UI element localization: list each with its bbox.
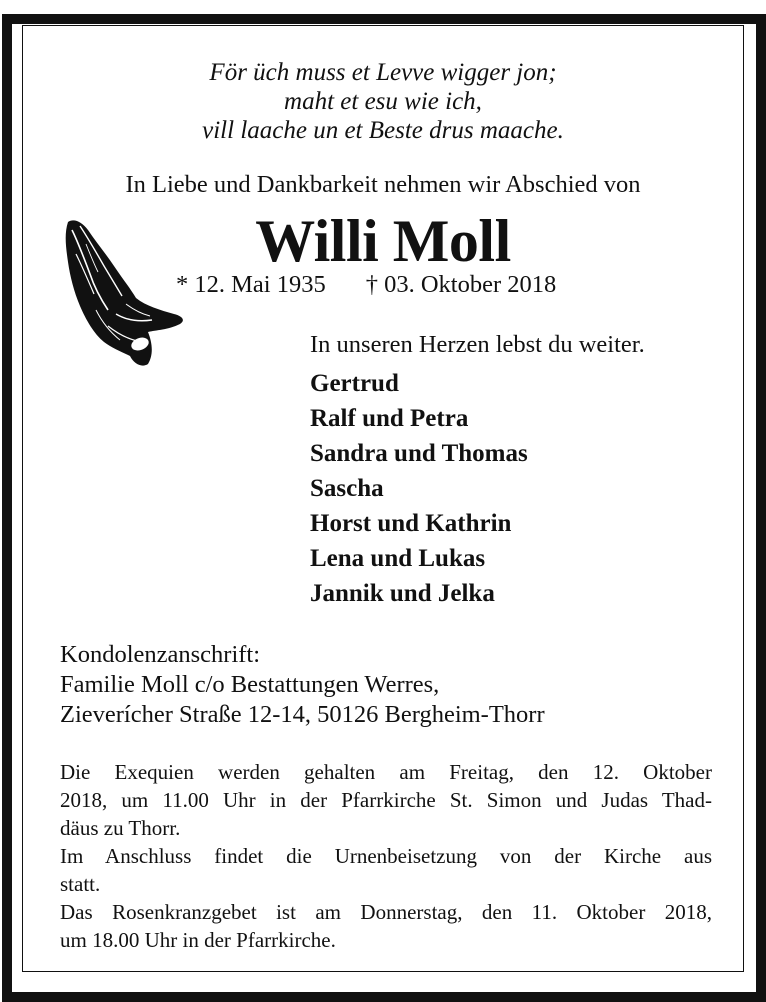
info-line: Das Rosenkranzgebet ist am Donnerstag, den 11. Oktober 2018, bbox=[60, 900, 712, 924]
condolence-address bbox=[60, 640, 545, 730]
info-line: Im Anschluss findet die Urnenbeisetzung von der Kirche aus bbox=[60, 844, 712, 868]
family-member: Jannik und Jelka bbox=[310, 580, 495, 607]
poem-line: För üch muss et Levve wigger jon; bbox=[209, 59, 557, 86]
family-member: Sascha bbox=[310, 475, 384, 502]
info-line: um 18.00 Uhr in der Pfarrkirche. bbox=[60, 928, 336, 952]
remembrance-line: In unseren Herzen lebst du weiter. bbox=[310, 331, 645, 358]
poem bbox=[0, 58, 766, 145]
praying-hands-icon bbox=[56, 214, 188, 368]
exequien-paragraph bbox=[60, 758, 712, 842]
family-list bbox=[310, 366, 528, 611]
death-date: † 03. Oktober 2018 bbox=[365, 271, 557, 298]
info-line: statt. bbox=[60, 872, 101, 896]
service-info bbox=[60, 758, 712, 954]
info-line: 2018, um 11.00 Uhr in der Pfarrkirche St. Simon und Judas Thad- bbox=[60, 788, 712, 812]
family-member: Lena und Lukas bbox=[310, 545, 486, 572]
family-member: Sandra und Thomas bbox=[310, 440, 528, 467]
deceased-name: Willi Moll bbox=[255, 208, 511, 274]
info-line: Die Exequien werden gehalten am Freitag, den 12. Oktober bbox=[60, 760, 712, 784]
intro-text: In Liebe und Dankbarkeit nehmen wir Abschied von bbox=[125, 171, 641, 198]
burial-paragraph bbox=[60, 842, 712, 898]
family-member: Horst und Kathrin bbox=[310, 510, 512, 537]
poem-line: vill laache un et Beste drus maache. bbox=[202, 117, 564, 144]
info-line: däus zu Thorr. bbox=[60, 816, 181, 840]
family-member: Ralf und Petra bbox=[310, 405, 469, 432]
address-label: Kondolenzanschrift: bbox=[60, 641, 261, 668]
birth-date: * 12. Mai 1935 bbox=[176, 271, 326, 298]
family-member: Gertrud bbox=[310, 370, 399, 397]
rosary-paragraph bbox=[60, 898, 712, 954]
address-line: Zieverícher Straße 12-14, 50126 Bergheim-Thorr bbox=[60, 701, 545, 728]
life-dates bbox=[176, 270, 556, 300]
address-line: Familie Moll c/o Bestattungen Werres, bbox=[60, 671, 440, 698]
poem-line: maht et esu wie ich, bbox=[284, 88, 482, 115]
